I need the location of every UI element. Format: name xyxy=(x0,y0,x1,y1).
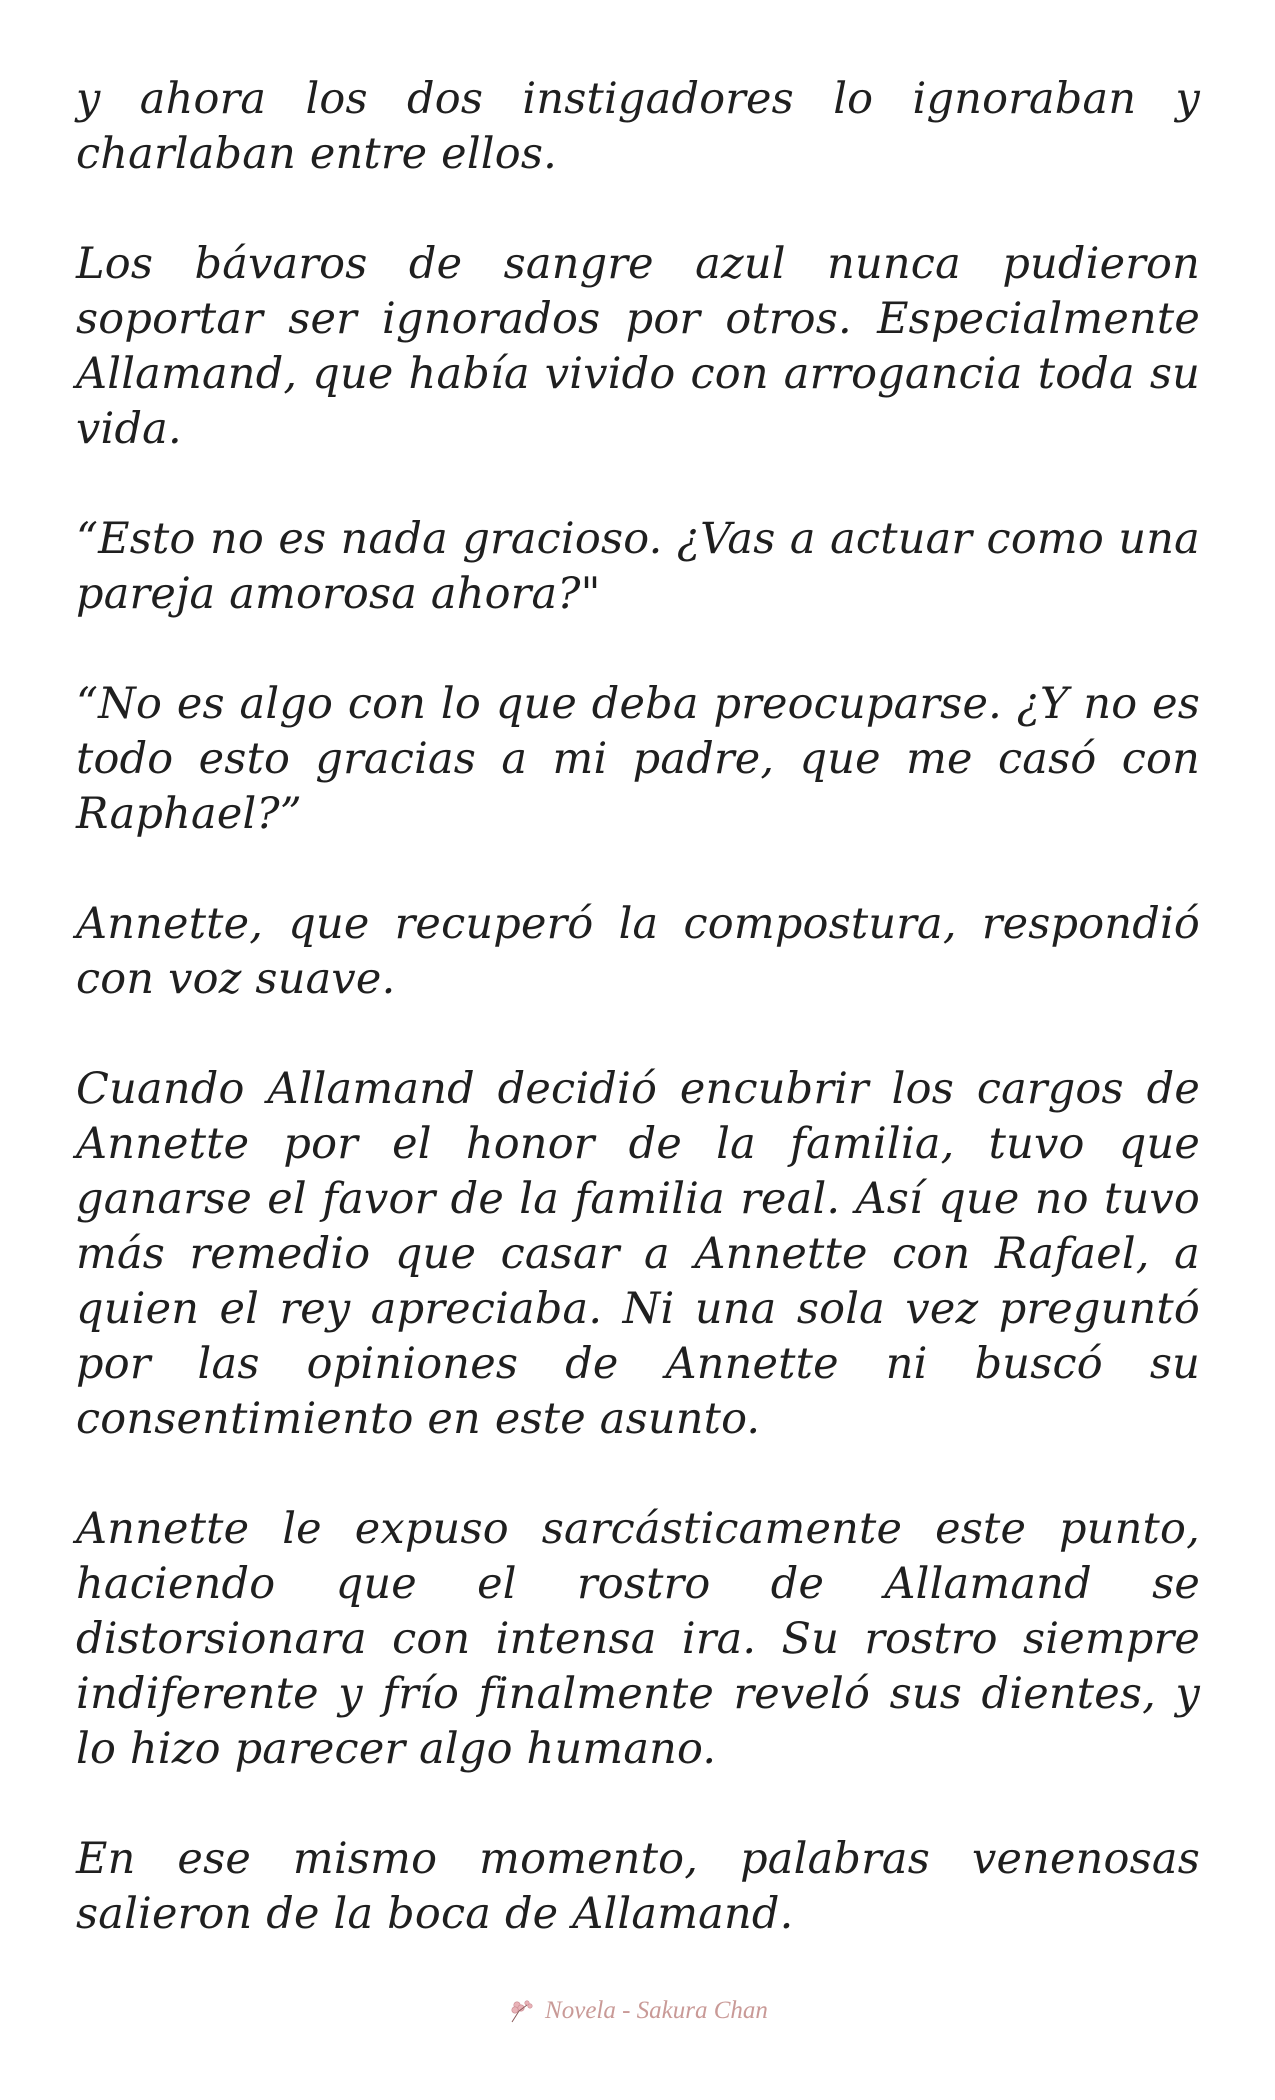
watermark-text: Novela - Sakura Chan xyxy=(545,1997,768,2024)
paragraph: “Esto no es nada gracioso. ¿Vas a actuar como una pareja amorosa ahora?" xyxy=(76,514,1200,619)
document-body xyxy=(76,72,1200,1997)
paragraph: Los bávaros de sangre azul nunca pudieron soportar ser ignorados por otros. Especialmente Allamand, que había vivido con arrogancia toda su vida. xyxy=(76,239,1200,454)
paragraph: Annette le expuso sarcásticamente este punto, haciendo que el rostro de Allamand se distorsionara con intensa ira. Su rostro siempre indiferente y frío finalmente reveló sus dientes, y lo hizo parecer algo humano. xyxy=(76,1504,1200,1774)
paragraph: Annette, que recuperó la compostura, respondió con voz suave. xyxy=(76,899,1200,1004)
paragraph: y ahora los dos instigadores lo ignoraban y charlaban entre ellos. xyxy=(76,74,1200,179)
watermark xyxy=(0,1996,1275,2033)
paragraph: Cuando Allamand decidió encubrir los cargos de Annette por el honor de la familia, tuvo que ganarse el favor de la familia real. Así que no tuvo más remedio que casar a Annette con Rafael, a quien el rey apreciaba. Ni una sola vez preguntó por las opiniones de Annette ni buscó su consentimiento en este asunto. xyxy=(76,1064,1200,1444)
sakura-flower-icon xyxy=(507,1996,537,2026)
paragraph: “No es algo con lo que deba preocuparse. ¿Y no es todo esto gracias a mi padre, que me casó con Raphael?” xyxy=(76,679,1200,839)
paragraph: En ese mismo momento, palabras venenosas salieron de la boca de Allamand. xyxy=(76,1834,1200,1939)
